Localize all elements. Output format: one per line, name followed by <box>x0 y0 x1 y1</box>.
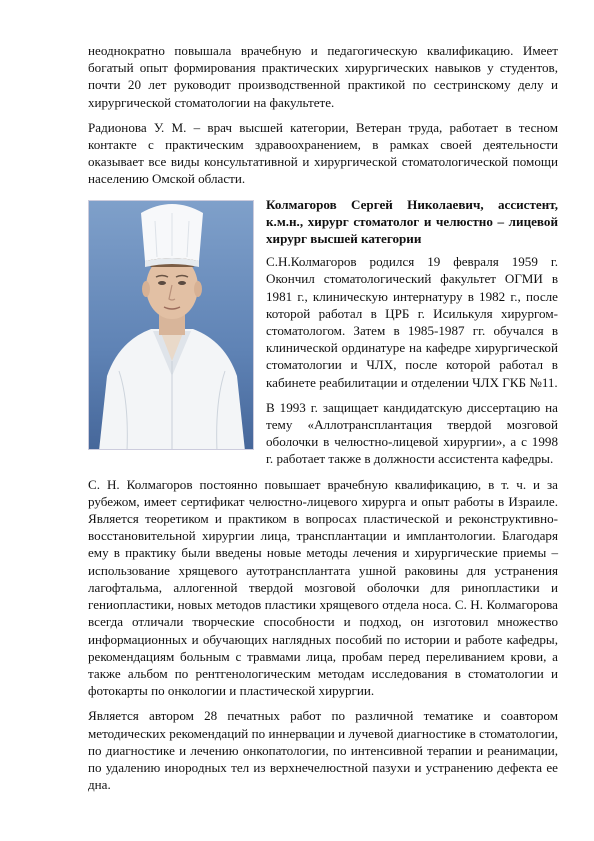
bio-section <box>88 196 558 468</box>
portrait-photo <box>88 200 254 450</box>
paragraph-5: С. Н. Колмагоров постоянно повышает врачебную квалификацию, в т. ч. и за рубежом, имеет сертификат челюстно-лицевого хирурга и опыт работы в Израиле. Является теоретиком и практиком в вопросах пластической и реконструктивно-восстановительной хирургии лица, трансплантации и имплантологии. Благодаря ему в практику были введены новые методы лечения и хирургические приемы – использование хрящевого аутотрансплантата ушной раковины для устранения лагофтальма, аллогенной твердой мозговой оболочки для ринопластики и гениопластики, новых методов пластики хрящевого отдела носа. С. Н. Колмагорова всегда отличали творческие способности и подход, он изготовил множество информационных и обучающих наглядных пособий по истории и работе кафедры, рекомендациям больным с травмами лица, пробам перед переливанием крови, а также альбом по рентгенологическим методам исследования в стоматологии и фотокарты по онкологии и пластической хирургии. <box>88 476 558 699</box>
paragraph-3: С.Н.Колмагоров родился 19 февраля 1959 г. Окончил стоматологический факультет ОГМИ в 1981 г., клиническую интернатуру в 1982 г., после которой работал в ЦРБ г. Исилькуля хирургом-стоматологом. Затем в 1985-1987 гг. обучался в клинической ординатуре на кафедре хирургической стоматологии и ЧЛХ, после которой работал в кабинете реабилитации и отделении ЧЛХ ГКБ №11. <box>266 254 558 390</box>
paragraph-4: В 1993 г. защищает кандидатскую диссертацию на тему «Аллотрансплантация твердой мозговой оболочки в челюстно-лицевой хирургии», а с 1998 г. работает также в должности ассистента кафедры. <box>266 399 558 467</box>
person-heading: Колмагоров Сергей Николаевич, ассистент, к.м.н., хирург стоматолог и челюстно – лицевой хирург высшей категории <box>266 196 558 247</box>
paragraph-1: неоднократно повышала врачебную и педагогическую квалификацию. Имеет богатый опыт формирования практических хирургических навыков у студентов, почти 20 лет руководит производственной практикой по сестринскому делу и хирургической стоматологии на факультете. <box>88 43 558 110</box>
paragraph-2: Радионова У. М. – врач высшей категории, Ветеран труда, работает в тесном контакте с практическим здравоохранением, в рамках своей деятельности оказывает все виды консультативной и хирургической стоматологической помощи населению Омской области. <box>88 119 558 187</box>
paragraph-6: Является автором 28 печатных работ по различной тематике и соавтором методических рекомендаций по иннервации и лучевой диагностике в стоматологии, по диагностике и лечению онкопатологии, по интенсивной терапии и реанимации, по удалению инородных тел из верхнечелюстной пазухи и устранению дефекта ее дна. <box>88 708 558 793</box>
portrait-illustration <box>89 201 254 450</box>
